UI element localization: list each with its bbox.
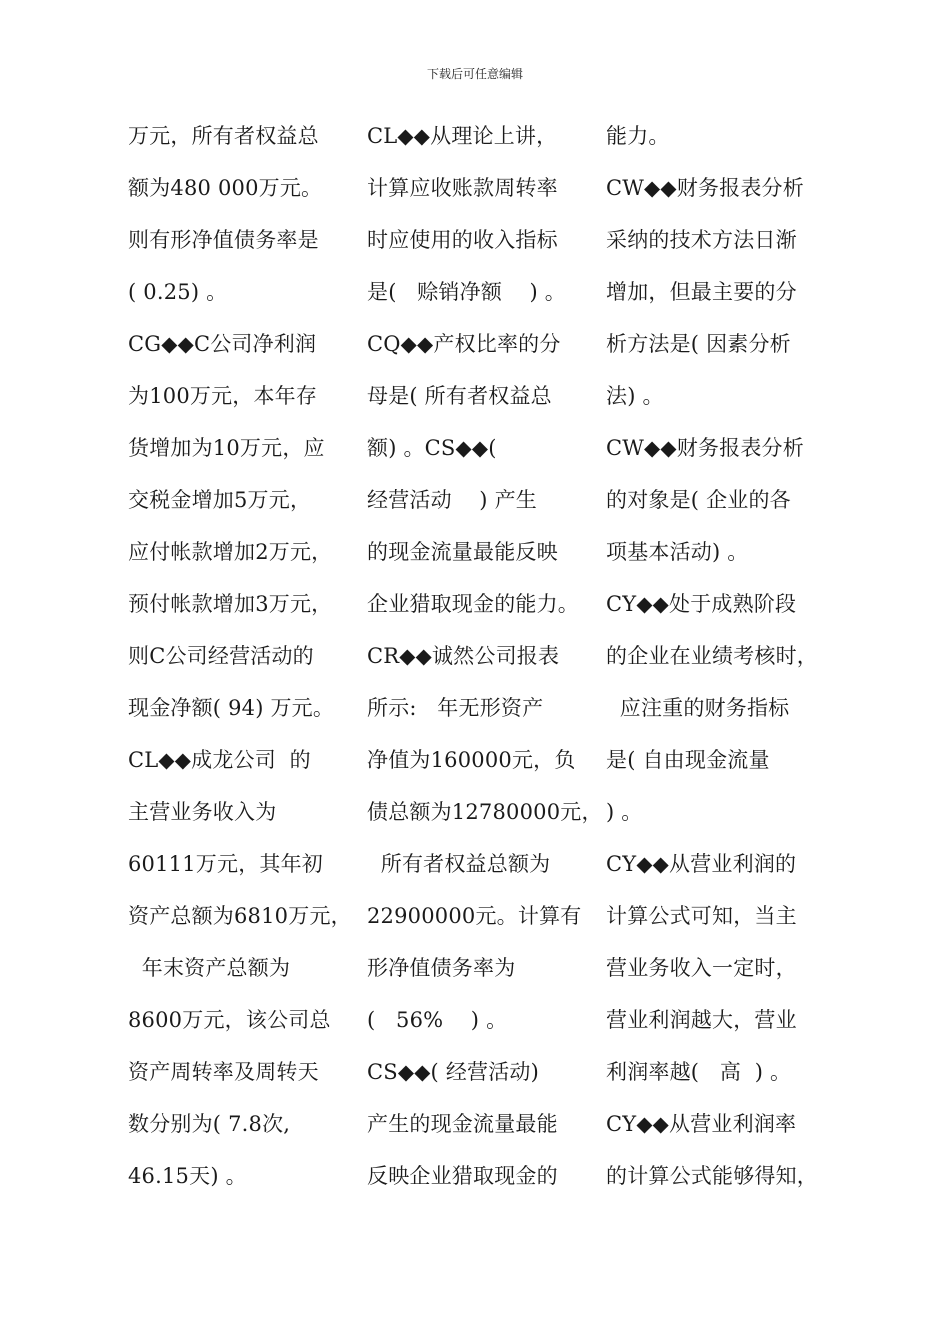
text-line: 交税金增加5万元，: [128, 488, 312, 512]
text-line: ( 56% ) 。: [367, 1008, 508, 1032]
text-line: 债总额为12780000元，: [367, 800, 603, 824]
text-line: 应付帐款增加2万元，: [128, 540, 333, 564]
text-line: ( 0.25) 。: [128, 280, 228, 304]
text-line: CR◆◆诚然公司报表: [367, 644, 560, 668]
text-line: 形净值债务率为: [367, 956, 516, 980]
text-line: CY◆◆处于成熟阶段: [606, 592, 797, 616]
text-line: 现金净额( 94) 万元。: [128, 696, 335, 720]
text-line: 的对象是( 企业的各: [606, 488, 791, 512]
text-line: ) 。: [606, 800, 643, 824]
text-line: 所有者权益总额为: [367, 852, 551, 876]
text-line: 8600万元，该公司总: [128, 1008, 331, 1032]
text-line: 额) 。CS◆◆(: [367, 436, 497, 460]
text-line: 采纳的技术方法日渐: [606, 228, 797, 252]
text-line: 反映企业猎取现金的: [367, 1164, 558, 1188]
text-line: 则C公司经营活动的: [128, 644, 314, 668]
text-line: 营业利润越大，营业: [606, 1008, 797, 1032]
text-line: 所示: 年无形资产: [367, 696, 544, 720]
text-line: 计算公式可知，当主: [606, 904, 797, 928]
text-line: CL◆◆成龙公司 的: [128, 748, 311, 772]
text-line: 数分别为( 7.8次,: [128, 1112, 291, 1136]
text-line: 的现金流量最能反映: [367, 540, 558, 564]
text-line: 是( 赊销净额 ) 。: [367, 280, 566, 304]
text-line: CW◆◆财务报表分析: [606, 176, 804, 200]
text-line: 的企业在业绩考核时，: [606, 644, 818, 668]
text-line: 计算应收账款周转率: [367, 176, 558, 200]
text-line: CY◆◆从营业利润率: [606, 1112, 797, 1136]
text-line: 母是( 所有者权益总: [367, 384, 552, 408]
text-line: 营业务收入一定时，: [606, 956, 797, 980]
text-column-3: [606, 110, 856, 1202]
text-line: 时应使用的收入指标: [367, 228, 558, 252]
text-line: 货增加为10万元，应: [128, 436, 325, 460]
text-line: 为100万元，本年存: [128, 384, 318, 408]
text-line: CQ◆◆产权比率的分: [367, 332, 561, 356]
text-line: CY◆◆从营业利润的: [606, 852, 797, 876]
text-line: CL◆◆从理论上讲，: [367, 124, 558, 148]
text-line: 法) 。: [606, 384, 664, 408]
text-line: 是( 自由现金流量: [606, 748, 770, 772]
text-line: CW◆◆财务报表分析: [606, 436, 804, 460]
page-header: 下载后可任意编辑: [426, 67, 523, 81]
text-line: 能力。: [606, 124, 670, 148]
text-line: 60111万元，其年初: [128, 852, 324, 876]
text-line: 46.15天) 。: [128, 1164, 247, 1188]
text-line: 的计算公式能够得知，: [606, 1164, 818, 1188]
text-line: 22900000元。计算有: [367, 904, 582, 928]
text-line: 额为480 000万元。: [128, 176, 323, 200]
text-line: 经营活动 ) 产生: [367, 488, 537, 512]
text-line: 预付帐款增加3万元，: [128, 592, 333, 616]
text-line: 应注重的财务指标: [606, 696, 790, 720]
text-column-2: [367, 110, 617, 1202]
text-line: 利润率越( 高 ) 。: [606, 1060, 792, 1084]
text-line: 企业猎取现金的能力。: [367, 592, 579, 616]
text-line: 主营业务收入为: [128, 800, 277, 824]
text-column-1: [128, 110, 378, 1202]
text-line: 净值为160000元，负: [367, 748, 576, 772]
text-line: 项基本活动) 。: [606, 540, 749, 564]
text-line: 资产总额为6810万元，: [128, 904, 352, 928]
text-line: 析方法是( 因素分析: [606, 332, 791, 356]
text-line: 万元，所有者权益总: [128, 124, 319, 148]
text-line: 产生的现金流量最能: [367, 1112, 558, 1136]
text-line: CG◆◆C公司净利润: [128, 332, 317, 356]
text-line: CS◆◆( 经营活动): [367, 1060, 540, 1084]
text-line: 增加，但最主要的分: [606, 280, 797, 304]
text-line: 资产周转率及周转天: [128, 1060, 319, 1084]
text-line: 则有形净值债务率是: [128, 228, 319, 252]
text-line: 年末资产总额为: [128, 956, 291, 980]
